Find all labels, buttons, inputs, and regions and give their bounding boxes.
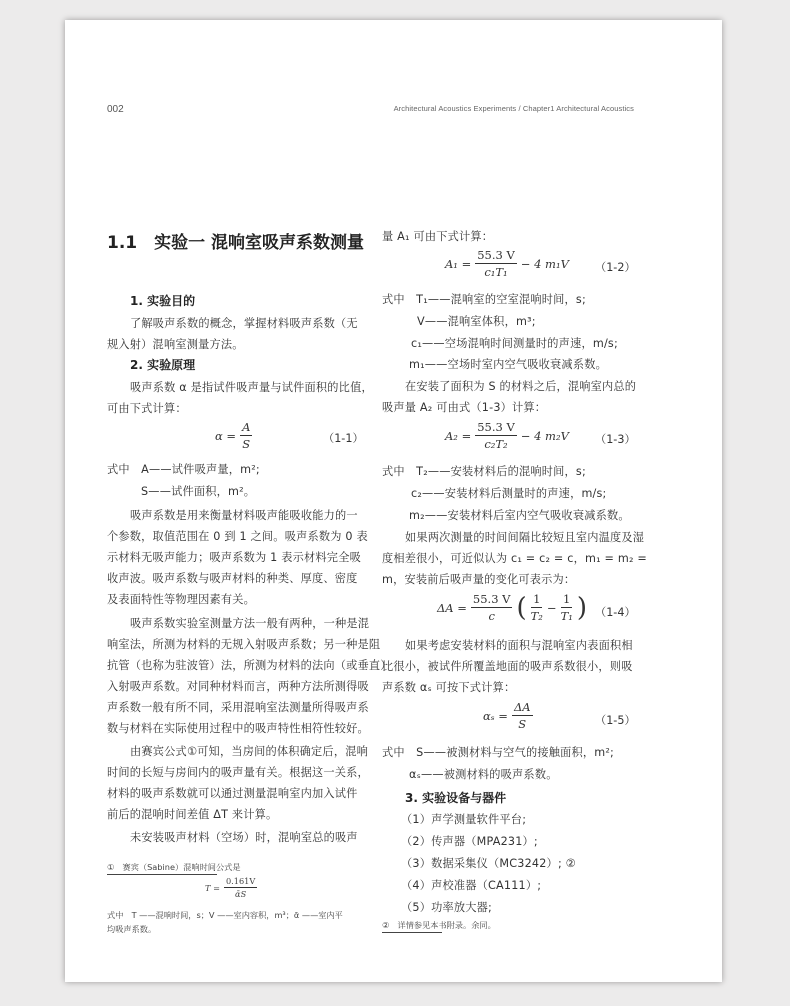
- page-number: 002: [107, 104, 124, 115]
- equation-number: （1-4）: [595, 606, 636, 619]
- paragraph-line: 收声波。吸声系数与吸声材料的种类、厚度、密度: [107, 572, 358, 585]
- running-header: Architectural Acoustics Experiments / Chapter1 Architectural Acoustics: [393, 104, 634, 113]
- fraction: [531, 592, 543, 624]
- heading-equipment: 3. 实验设备与器件: [405, 791, 507, 805]
- footnote-2: ② 详情参见本书附录。余同。: [382, 920, 496, 930]
- paragraph-line: 示材料无吸声能力；吸声系数为 1 表示材料完全吸: [107, 551, 361, 564]
- where-line: αₛ——被测材料的吸声系数。: [409, 768, 558, 781]
- paragraph-line: 时间的长短与房间内的吸声量有关。根据这一关系，: [107, 766, 369, 779]
- fraction-numerator: 0.161V: [224, 876, 257, 888]
- equation-lhs: T =: [205, 882, 220, 893]
- fraction: [475, 420, 517, 452]
- paragraph-line: 如果两次测量的时间间隔比较短且室内温度及湿: [405, 531, 645, 544]
- footnote-rule: [107, 874, 217, 875]
- right-paren: ): [576, 592, 587, 623]
- fraction-numerator: ΔA: [512, 700, 533, 716]
- fraction: [512, 700, 533, 732]
- fraction: [471, 592, 513, 624]
- equation-rest: − 4 m₁V: [520, 256, 569, 271]
- where-line: m₂——安装材料后室内空气吸收衰减系数。: [409, 509, 630, 522]
- equation-1-1: [215, 420, 256, 452]
- equation-number: （1-3）: [595, 433, 636, 446]
- paragraph-line: 抗管（也称为驻波管）法，所测为材料的法向（或垂直）: [107, 659, 392, 672]
- minus-sign: −: [546, 600, 557, 615]
- fraction-numerator: A: [240, 420, 252, 436]
- fraction-denominator: c₂T₂: [484, 437, 508, 452]
- footnote-where: 均吸声系数。: [107, 924, 157, 934]
- fraction-denominator: S: [242, 437, 251, 452]
- equation-lhs: α =: [215, 428, 237, 443]
- equation-1-2: [445, 248, 569, 280]
- fraction: [240, 420, 252, 452]
- paragraph-line: 声系数一般有所不同，采用混响室法测量所得吸声系: [107, 701, 369, 714]
- paragraph-line: 了解吸声系数的概念，掌握材料吸声系数（无: [130, 317, 358, 330]
- heading-principle: 2. 实验原理: [130, 358, 196, 372]
- equation-lhs: A₁ =: [445, 256, 472, 271]
- where-line: S——试件面积，m²。: [141, 485, 256, 498]
- list-item: （3）数据采集仪（MC3242）; ②: [401, 857, 576, 870]
- equation-1-4: [437, 592, 587, 624]
- left-paren: (: [516, 592, 527, 623]
- footnote-rule: [382, 932, 442, 933]
- paragraph-line: 在安装了面积为 S 的材料之后，混响室内总的: [405, 380, 637, 393]
- footnote-where: 式中 T ——混响时间，s；V ——室内容积，m³；ᾱ ——室内平: [107, 910, 343, 920]
- where-line: c₁——空场混响时间测量时的声速，m/s;: [411, 337, 618, 350]
- fraction-numerator: 55.3 V: [471, 592, 513, 608]
- list-item: （5）功率放大器;: [401, 901, 492, 914]
- equation-number: （1-2）: [595, 261, 636, 274]
- paragraph-line: 吸声系数 α 是指试件吸声量与试件面积的比值，: [130, 381, 373, 394]
- fraction-denominator: ᾱS: [235, 889, 247, 900]
- fraction: [224, 876, 257, 900]
- footnote-equation: [205, 876, 261, 900]
- where-line: V——混响室体积，m³;: [417, 315, 536, 328]
- paragraph-line: 未安装吸声材料（空场）时，混响室总的吸声: [130, 831, 358, 844]
- fraction-numerator: 1: [561, 592, 572, 608]
- equation-lhs: αₛ =: [483, 708, 508, 723]
- fraction-numerator: 1: [531, 592, 542, 608]
- fraction-denominator: T₂: [530, 609, 543, 624]
- paragraph-line: 吸声系数实验室测量方法一般有两种，一种是混: [130, 617, 370, 630]
- paragraph-line: 材料的吸声系数就可以通过测量混响室内加入试件: [107, 787, 358, 800]
- fraction-denominator: T₁: [560, 609, 573, 624]
- paragraph-line: 可由下式计算：: [107, 402, 187, 415]
- equation-lhs: ΔA =: [437, 600, 467, 615]
- paragraph-line: 吸声系数是用来衡量材料吸声能吸收能力的一: [130, 509, 358, 522]
- paragraph-line: 及表面特性等物理因素有关。: [107, 593, 256, 606]
- where-line: 式中 A——试件吸声量，m²;: [107, 463, 260, 476]
- fraction-denominator: c₁T₁: [484, 265, 508, 280]
- fraction: [475, 248, 517, 280]
- list-item: （1）声学测量软件平台;: [401, 813, 527, 826]
- paragraph-line: m，安装前后吸声量的变化可表示为：: [382, 573, 576, 586]
- paragraph-line: 吸声量 A₂ 可由式（1-3）计算：: [382, 401, 547, 414]
- equation-1-3: [445, 420, 569, 452]
- document-page: [65, 20, 722, 982]
- where-line: 式中 S——被测材料与空气的接触面积，m²;: [382, 746, 615, 759]
- section-title: 1.1 实验一 混响室吸声系数测量: [107, 233, 365, 253]
- equation-1-5: [483, 700, 537, 732]
- fraction-denominator: c: [488, 609, 495, 624]
- where-line: 式中 T₂——安装材料后的混响时间，s;: [382, 465, 586, 478]
- paragraph-line: 如果考虑安装材料的面积与混响室内表面积相: [405, 639, 633, 652]
- paragraph-line: 个参数，取值范围在 0 到 1 之间。吸声系数为 0 表: [107, 530, 368, 543]
- paragraph-line: 前后的混响时间差值 ΔT 来计算。: [107, 808, 278, 821]
- heading-objective: 1. 实验目的: [130, 294, 196, 308]
- where-line: c₂——安装材料后测量时的声速，m/s;: [411, 487, 607, 500]
- footnote-1: ① 赛宾（Sabine）混响时间公式是: [107, 862, 241, 872]
- where-line: m₁——空场时室内空气吸收衰减系数。: [409, 358, 607, 371]
- where-line: 式中 T₁——混响室的空室混响时间，s;: [382, 293, 586, 306]
- paragraph-line: 规入射）混响室测量方法。: [107, 338, 244, 351]
- fraction: [561, 592, 573, 624]
- fraction-denominator: S: [518, 717, 527, 732]
- list-item: （2）传声器（MPA231）;: [401, 835, 538, 848]
- paragraph-line: 数与材料在实际使用过程中的吸声特性相符性较好。: [107, 722, 369, 735]
- paragraph-line: 响室法，所测为材料的无规入射吸声系数；另一种是阻: [107, 638, 381, 651]
- equation-number: （1-5）: [595, 714, 636, 727]
- fraction-numerator: 55.3 V: [475, 420, 517, 436]
- list-item: （4）声校准器（CA111）;: [401, 879, 542, 892]
- equation-number: （1-1）: [323, 432, 364, 445]
- equation-lhs: A₂ =: [445, 428, 472, 443]
- paragraph-line: 量 A₁ 可由下式计算：: [382, 230, 494, 243]
- paragraph-line: 入射吸声系数。对同种材料而言，两种方法所测得吸: [107, 680, 369, 693]
- paragraph-line: 比很小，被试件所覆盖地面的吸声系数很小，则吸: [382, 660, 633, 673]
- equation-rest: − 4 m₂V: [520, 428, 569, 443]
- fraction-numerator: 55.3 V: [475, 248, 517, 264]
- paragraph-line: 由赛宾公式①可知，当房间的体积确定后，混响: [130, 745, 368, 758]
- paragraph-line: 声系数 αₛ 可按下式计算：: [382, 681, 516, 694]
- paragraph-line: 度相差很小，可近似认为 c₁ = c₂ = c，m₁ = m₂ =: [382, 552, 647, 565]
